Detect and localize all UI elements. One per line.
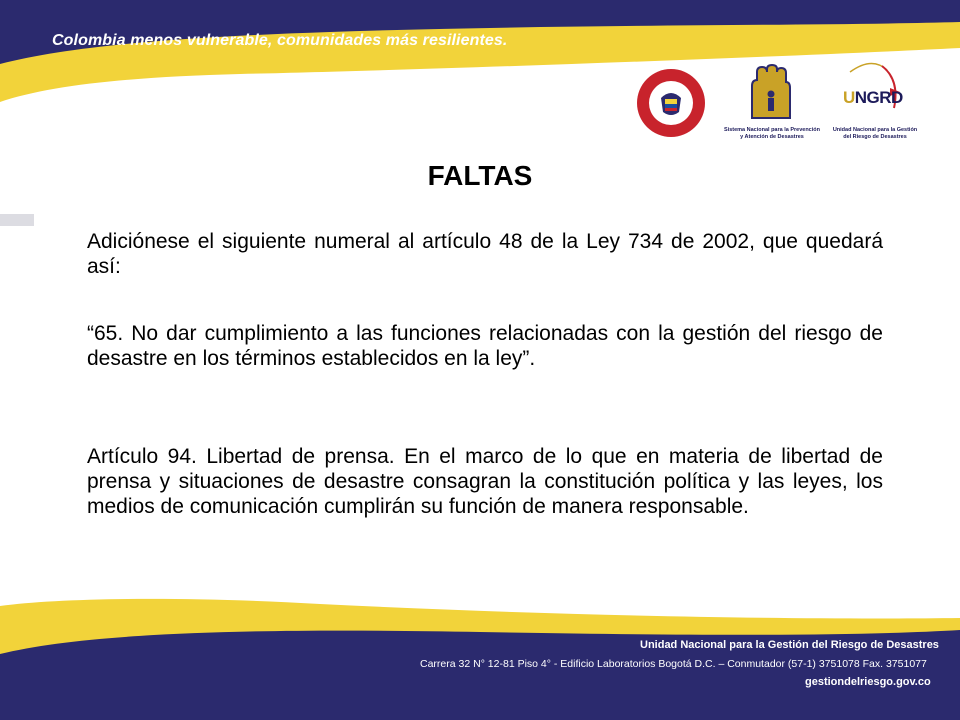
footer-website-link[interactable]: gestiondelriesgo.gov.co [805,676,931,688]
footer-org-name: Unidad Nacional para la Gestión del Riesgo de Desastres [640,639,939,651]
paragraph-3: Artículo 94. Libertad de prensa. En el marco de lo que en materia de libertad de prensa y situaciones de desastre consagran la constitución política y las leyes, los medios de comunicación cumplirán su función de manera responsable. [87,445,883,518]
snpad-caption-line2: y Atención de Desastres [740,134,804,140]
paragraph-2: “65. No dar cumplimiento a las funciones relacionadas con la gestión del riesgo de desastre en los términos establecidos en la ley”. [87,322,883,370]
footer-address: Carrera 32 N° 12-81 Piso 4° - Edificio Laboratorios Bogotá D.C. – Conmutador (57-1) 3751078 Fax. 3751077 [420,658,927,670]
slide-title: FALTAS [427,160,533,191]
paragraph-1: Adiciónese el siguiente numeral al artículo 48 de la Ley 734 de 2002, que quedará así: [87,230,883,278]
header-tagline: Colombia menos vulnerable, comunidades más resilientes. [52,32,508,49]
snpad-caption-line1: Sistema Nacional para la Prevención [724,127,820,133]
ngrd-caption-line1: Unidad Nacional para la Gestión [832,127,918,133]
ngrd-caption-line2: del Riesgo de Desastres [843,134,907,140]
snpad-hand-logo [748,64,794,120]
colombia-seal-logo [636,68,706,138]
side-marker [0,214,34,226]
ngrd-logo-text: UNGRD [843,88,903,107]
logo-group [630,62,930,152]
